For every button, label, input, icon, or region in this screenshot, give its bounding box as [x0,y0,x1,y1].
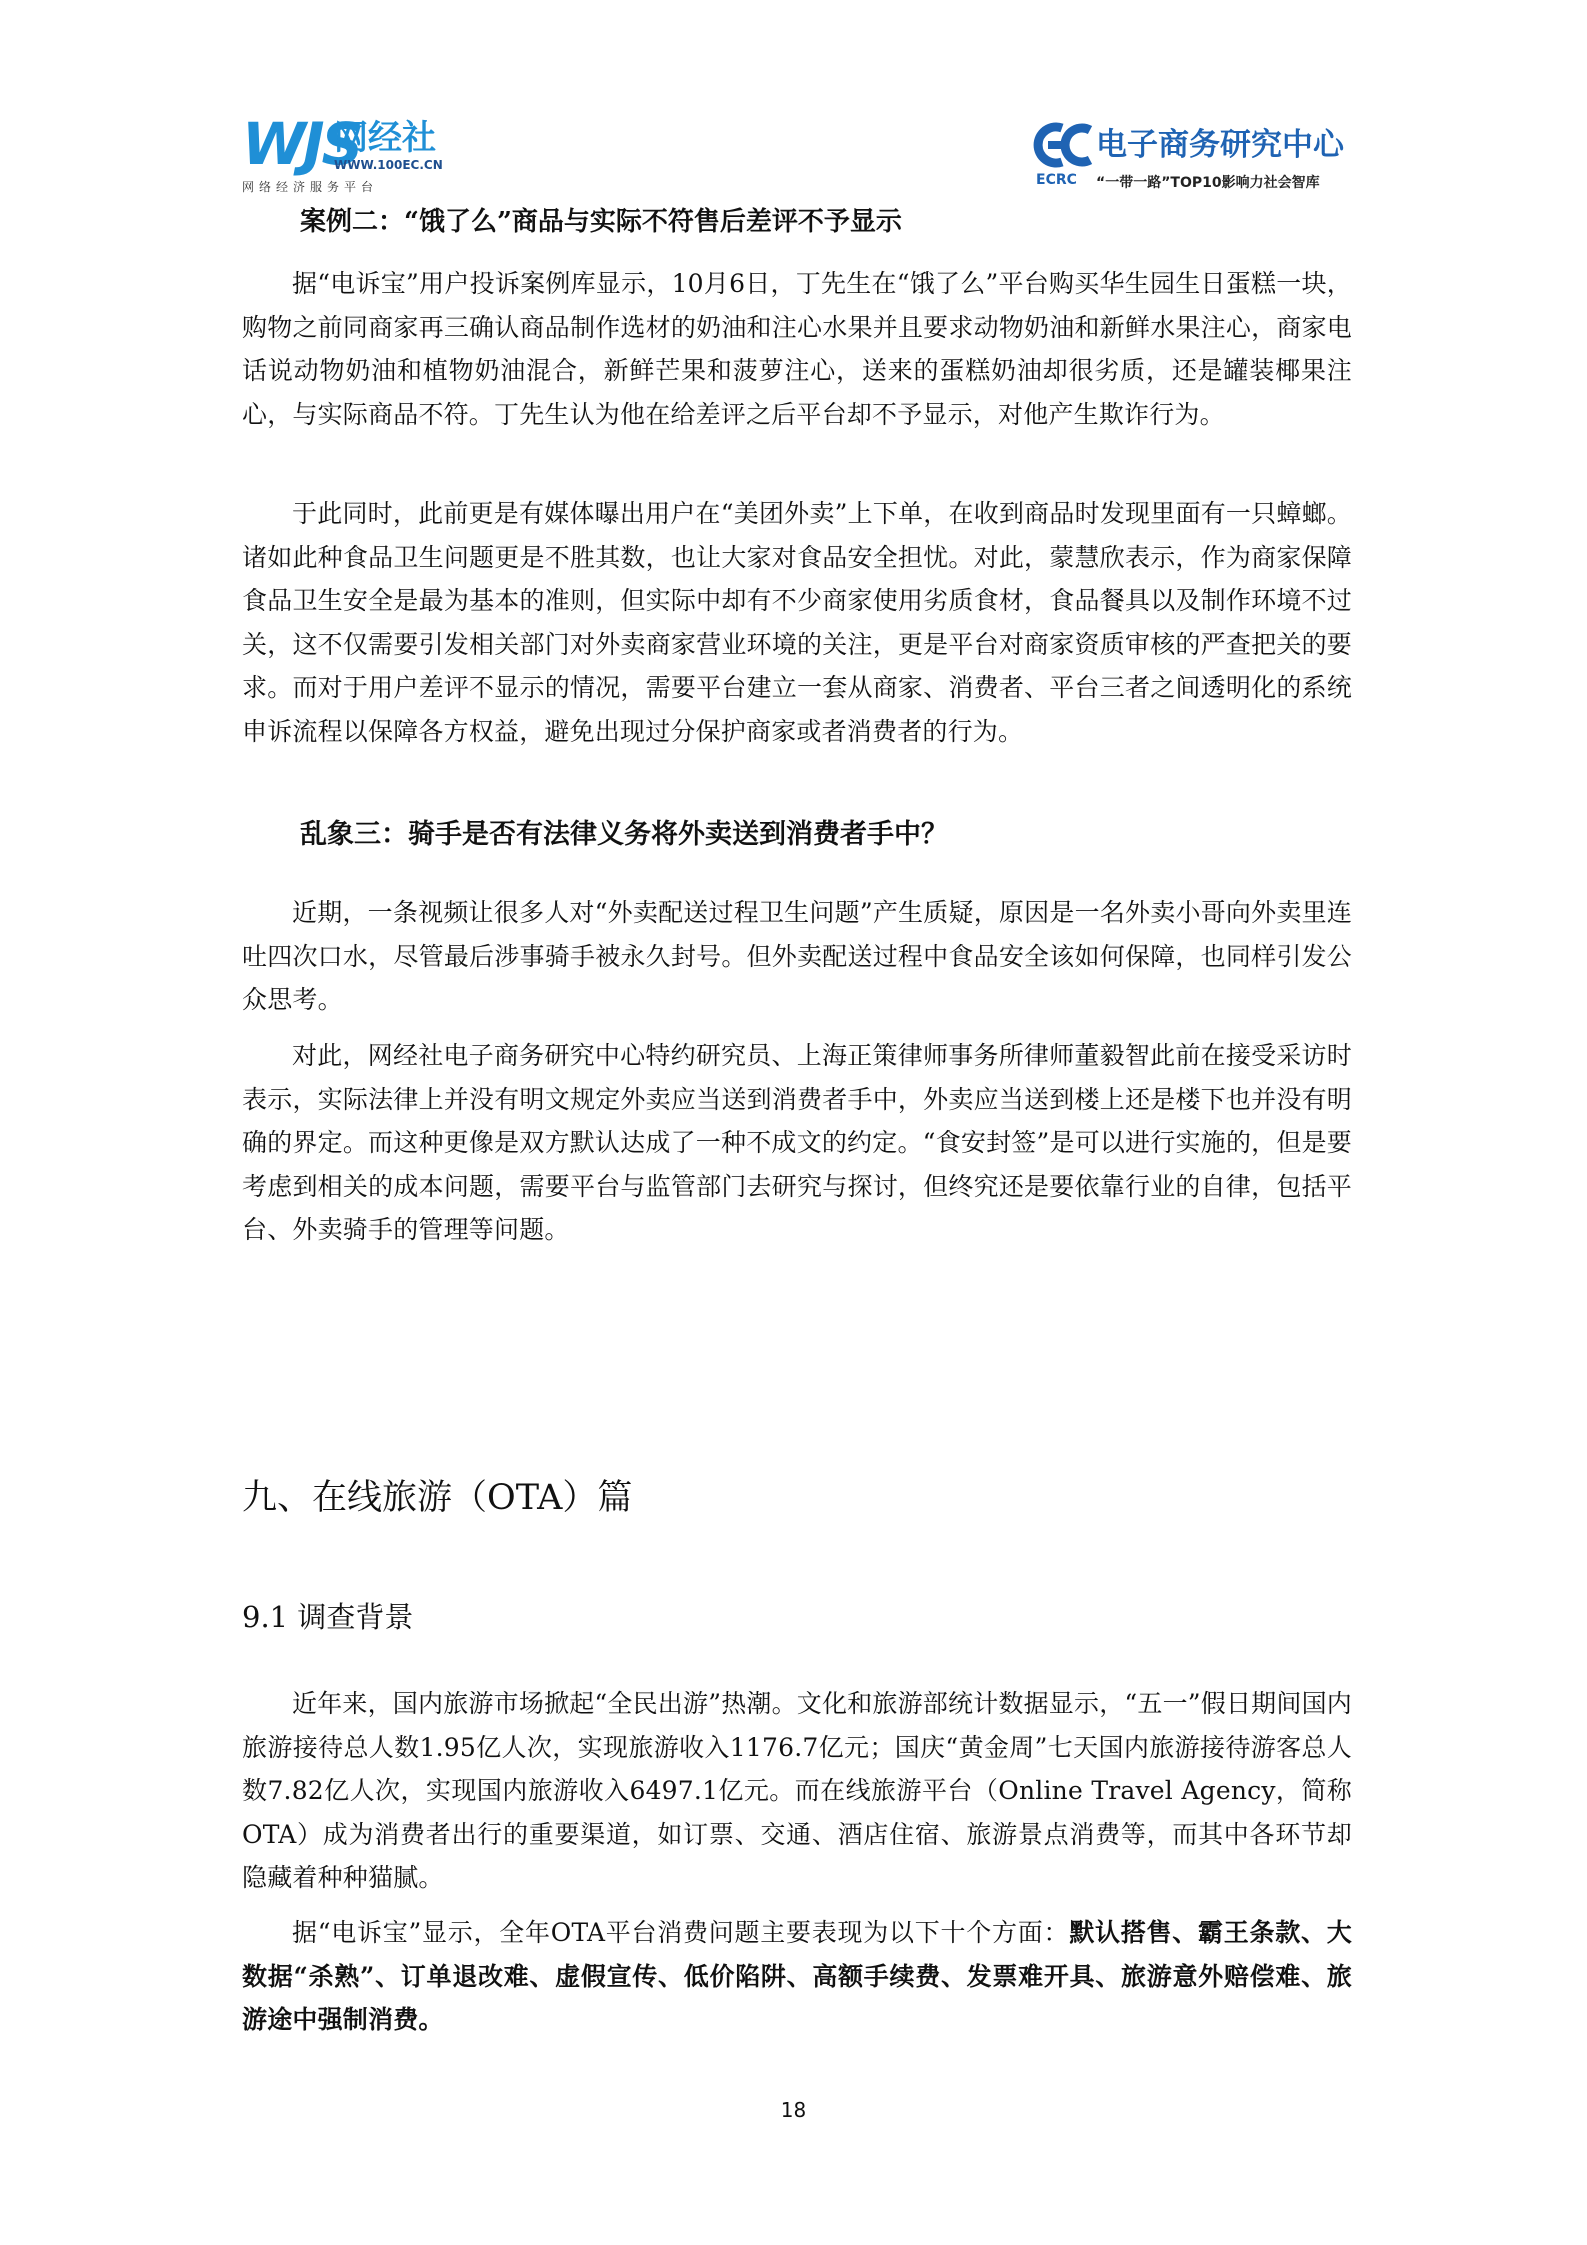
ota-issues-body [242,1911,1352,2042]
paragraph-food-safety: 于此同时，此前更是有媒体曝出用户在“美团外卖”上下单，在收到商品时发现里面有一只蟑螂。诸如此种食品卫生问题更是不胜其数，也让大家对食品安全担忧。对此，蒙慧欣表示，作为商家保障食品卫生安全是最为基本的准则，但实际中却有不少商家使用劣质食材，食品餐具以及制作环境不过关，这不仅需要引发相关部门对外卖商家营业环境的关注，更是平台对商家资质审核的严查把关的要求。而对于用户差评不显示的情况，需要平台建立一套从商家、消费者、平台三者之间透明化的系统申诉流程以保障各方权益，避免出现过分保护商家或者消费者的行为。 [242,499,1352,746]
paragraph-ota-background: 近年来，国内旅游市场掀起“全民出游”热潮。文化和旅游部统计数据显示，“五一”假日期间国内旅游接待总人数1.95亿人次，实现旅游收入1176.7亿元；国庆“黄金周”七天国内旅游接待游客总人数7.82亿人次，实现国内旅游收入6497.1亿元。而在线旅游平台（Online Travel Agency，简称OTA）成为消费者出行的重要渠道，如订票、交通、酒店住宿、旅游景点消费等，而其中各环节却隐藏着种种猫腻。 [242,1689,1352,1892]
ec-logo-icon [1032,122,1094,168]
case-two-heading: 案例二：“饿了么”商品与实际不符售后差评不予显示 [300,207,902,237]
wjs-logo-mark: WJS [242,110,361,178]
paragraph-delivery-video: 近期，一条视频让很多人对“外卖配送过程卫生问题”产生质疑，原因是一名外卖小哥向外卖里连吐四次口水，尽管最后涉事骑手被永久封号。但外卖配送过程中食品安全该如何保障，也同样引发公众思考。 [242,898,1352,1014]
ota-issues-lead: 据“电诉宝”显示，全年OTA平台消费问题主要表现为以下十个方面： [292,1918,1070,1947]
issue-three-body [242,891,1352,1022]
paragraph-ota-issues [242,1911,1352,2042]
wjs-logo-name: 网经社 [334,118,436,158]
wjs-logo-subtitle: 网络经济服务平台 [242,180,379,194]
wjs-logo [242,112,452,192]
ecrc-logo-abbr: ECRC [1036,172,1077,188]
case-two-body [242,262,1352,436]
paragraph-case-two: 据“电诉宝”用户投诉案例库显示，10月6日，丁先生在“饿了么”平台购买华生园生日蛋糕一块，购物之前同商家再三确认商品制作选材的奶油和注心水果并且要求动物奶油和新鲜水果注心，商家电话说动物奶油和植物奶油混合，新鲜芒果和菠萝注心，送来的蛋糕奶油却很劣质，还是罐装椰果注心，与实际商品不符。丁先生认为他在给差评之后平台却不予显示，对他产生欺诈行为。 [242,269,1352,429]
ecrc-logo-name: 电子商务研究中心 [1096,127,1344,163]
wjs-logo-url: WWW.100EC.CN [334,158,443,172]
food-safety-body [242,492,1352,753]
issue-three-heading: 乱象三：骑手是否有法律义务将外卖送到消费者手中？ [300,819,948,850]
chapter-title: 九、在线旅游（OTA）篇 [242,1478,633,1518]
lawyer-opinion-body [242,1034,1352,1252]
ota-background-body [242,1682,1352,1900]
section-title: 9.1 调查背景 [242,1600,414,1634]
ecrc-logo [1032,122,1362,192]
ota-issues-list: 默认搭售、霸王条款、大数据“杀熟”、订单退改难、虚假宣传、低价陷阱、高额手续费、发票难开具、旅游意外赔偿难、旅游途中强制消费。 [242,1918,1353,2034]
page-number: 18 [780,2098,807,2122]
paragraph-lawyer-opinion: 对此，网经社电子商务研究中心特约研究员、上海正策律师事务所律师董毅智此前在接受采访时表示，实际法律上并没有明文规定外卖应当送到消费者手中，外卖应当送到楼上还是楼下也并没有明确的界定。而这种更像是双方默认达成了一种不成文的约定。“食安封签”是可以进行实施的，但是要考虑到相关的成本问题，需要平台与监管部门去研究与探讨，但终究还是要依靠行业的自律，包括平台、外卖骑手的管理等问题。 [242,1041,1352,1244]
ecrc-logo-tagline: “一带一路”TOP10影响力社会智库 [1096,175,1320,191]
